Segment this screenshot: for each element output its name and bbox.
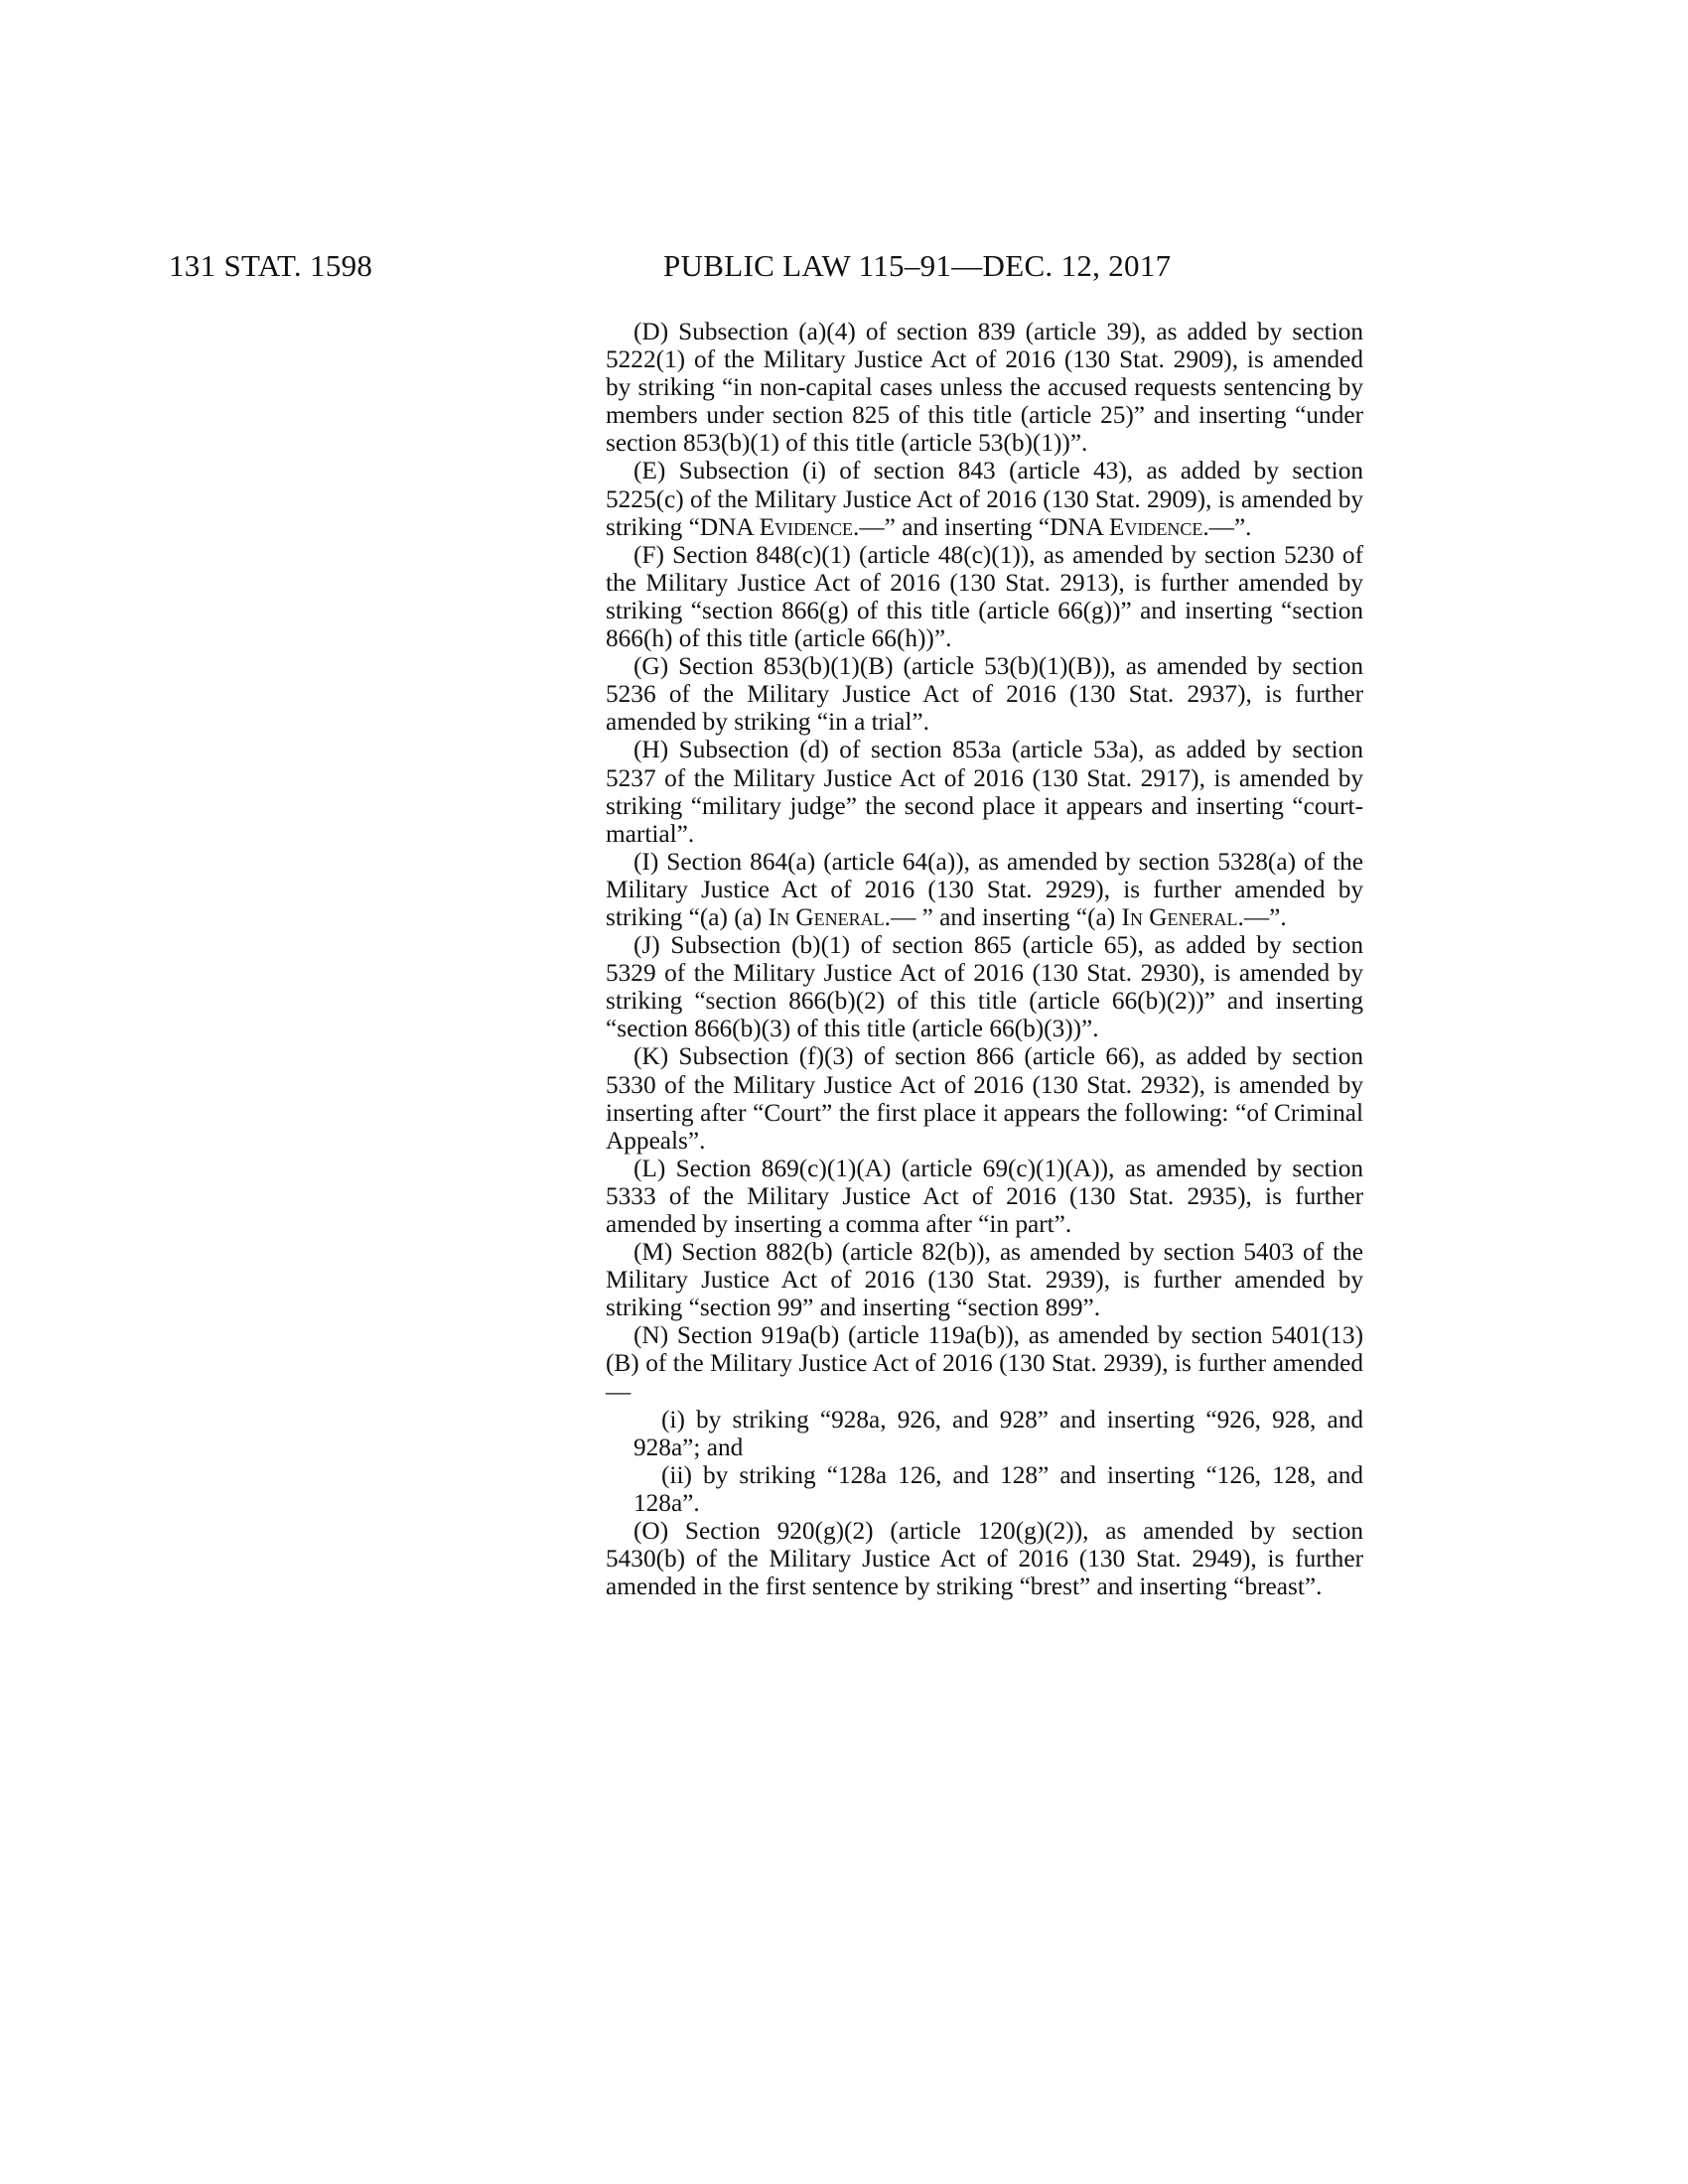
paragraph-m: (M) Section 882(b) (article 82(b)), as amended by section 5403 of the Military Justice Act of 2016 (130 Stat. 2939), is further amended by striking “section 99” and inserting “section 899”. — [606, 1238, 1363, 1322]
paragraph-l: (L) Section 869(c)(1)(A) (article 69(c)(1)(A)), as amended by section 5333 of the Military Justice Act of 2016 (130 Stat. 2935), is further amended by inserting a comma after “in part”. — [606, 1154, 1363, 1238]
paragraph-f: (F) Section 848(c)(1) (article 48(c)(1)), as amended by section 5230 of the Military Justice Act of 2016 (130 Stat. 2913), is further amended by striking “section 866(g) of this title (article 66(g))” and inserting “section 866(h) of this title (article 66(h))”. — [606, 540, 1363, 653]
paragraph-n: (N) Section 919a(b) (article 119a(b)), as amended by section 5401(13)(B) of the Military Justice Act of 2016 (130 Stat. 2939), is further amended— — [606, 1321, 1363, 1406]
paragraph-o: (O) Section 920(g)(2) (article 120(g)(2)), as amended by section 5430(b) of the Military Justice Act of 2016 (130 Stat. 2949), is further amended in the first sentence by striking “brest” and inserting “breast”. — [606, 1517, 1363, 1601]
stat-citation: 131 STAT. 1598 — [169, 248, 373, 283]
paragraph-d: (D) Subsection (a)(4) of section 839 (article 39), as added by section 5222(1) of the Military Justice Act of 2016 (130 Stat. 2909), is amended by striking “in non-capital cases unless the accused requests sentencing by members under section 825 of this title (article 25)” and inserting “under section 853(b)(1) of this title (article 53(b)(1))”. — [606, 318, 1363, 458]
paragraph-h: (H) Subsection (d) of section 853a (article 53a), as added by section 5237 of the Military Justice Act of 2016 (130 Stat. 2917), is amended by striking “military judge” the second place it appears and inserting “court-martial”. — [606, 736, 1363, 848]
public-law-title: PUBLIC LAW 115–91—DEC. 12, 2017 — [663, 248, 1172, 283]
running-header — [0, 248, 1688, 288]
paragraph-e: (E) Subsection (i) of section 843 (article 43), as added by section 5225(c) of the Military Justice Act of 2016 (130 Stat. 2909), is amended by striking “DNA Evidence.—” and inserting “DNA Evidence.—”. — [606, 457, 1363, 541]
clause-n-ii: (ii) by striking “128a 126, and 128” and inserting “126, 128, and 128a”. — [633, 1460, 1363, 1517]
paragraph-g: (G) Section 853(b)(1)(B) (article 53(b)(1)(B)), as amended by section 5236 of the Military Justice Act of 2016 (130 Stat. 2937), is further amended by striking “in a trial”. — [606, 652, 1363, 737]
paragraph-i: (I) Section 864(a) (article 64(a)), as amended by section 5328(a) of the Military Justice Act of 2016 (130 Stat. 2929), is further amended by striking “(a) (a) In General.— ” and inserting “(a) In General.—”. — [606, 847, 1363, 931]
clause-n-i: (i) by striking “928a, 926, and 928” and inserting “926, 928, and 928a”; and — [633, 1405, 1363, 1461]
paragraph-k: (K) Subsection (f)(3) of section 866 (article 66), as added by section 5330 of the Military Justice Act of 2016 (130 Stat. 2932), is amended by inserting after “Court” the first place it appears the following: “of Criminal Appeals”. — [606, 1042, 1363, 1155]
paragraph-j: (J) Subsection (b)(1) of section 865 (article 65), as added by section 5329 of the Military Justice Act of 2016 (130 Stat. 2930), is amended by striking “section 866(b)(2) of this title (article 66(b)(2))” and inserting “section 866(b)(3) of this title (article 66(b)(3))”. — [606, 931, 1363, 1043]
amendment-text — [606, 318, 1363, 1600]
